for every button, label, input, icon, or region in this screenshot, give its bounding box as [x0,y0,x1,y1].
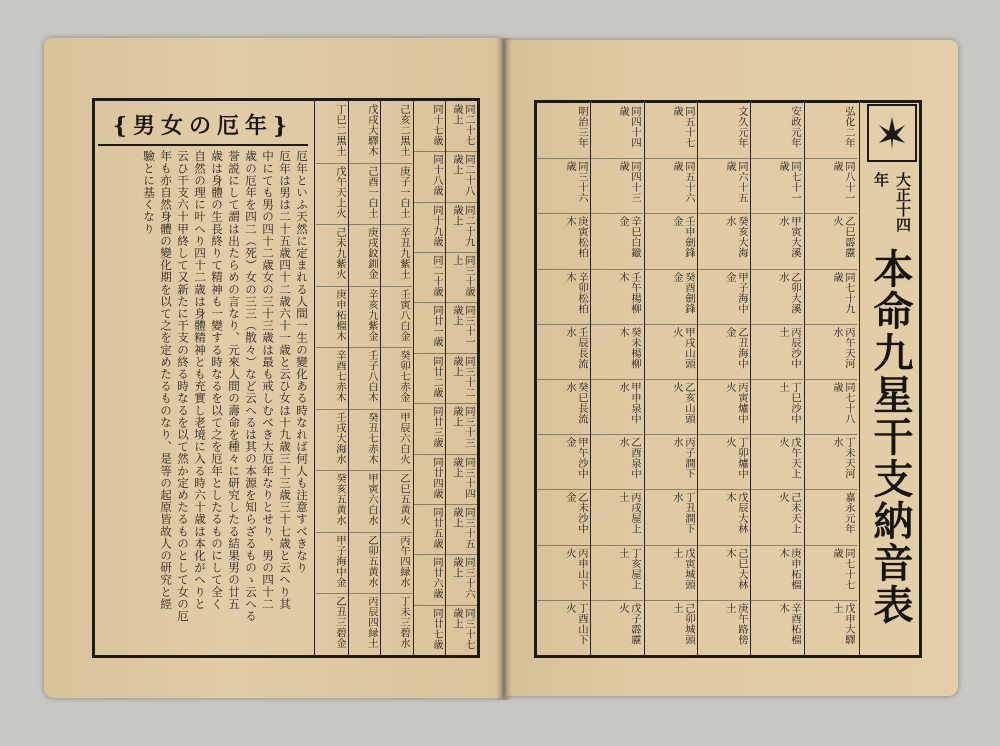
right-table-cell: 戊子霹靂火 [617,603,641,645]
left-table-col-divider [348,101,349,655]
left-table-row-divider [348,409,380,410]
left-table-row-divider [445,605,477,606]
left-table-cell: 同二十歳 [431,255,443,297]
essay-line: 年も亦自然身體の變化期を以て之を定めたるものなり、是等の起原皆故人の研究と經 [159,150,173,610]
left-table-cell: 庚申柘榴木 [334,289,346,341]
right-table-cell: 壬申劍鋒金 [671,216,695,258]
right-table-row-divider [804,545,857,546]
essay-line: 驗とに基くなり [142,150,156,235]
right-table-row-divider [750,434,803,435]
right-table-cell: 丙子澗下水 [671,437,695,479]
right-title-divider [859,100,860,658]
right-table-cell: 同七十七歳 [831,548,855,590]
right-table-row-divider [644,434,697,435]
left-table-row-divider [413,554,445,555]
left-table-cell: 壬子八白木 [366,350,378,402]
left-table-cell: 庚子一白土 [398,166,410,218]
right-table-row-divider [804,600,857,601]
right-table-row-divider [590,434,643,435]
right-table-cell: 癸巳長流水 [564,382,588,424]
left-table-cell: 丁巳二黒土 [334,104,346,156]
right-table-row-divider [644,324,697,325]
left-table-cell: 同三十七歳上 [451,608,475,650]
right-table-cell: 丁未天河水 [831,437,855,479]
left-table-cell: 癸丑七赤木 [366,412,378,464]
right-table-cell: 戊寅城頭土 [671,548,695,590]
right-table-row-divider [537,434,590,435]
book-gutter [496,38,512,700]
right-table-cell: 庚午路傍土 [724,603,748,645]
right-table-cell: 乙亥山頭火 [671,382,695,424]
left-table-row-divider [445,302,477,303]
left-table-row-divider [445,353,477,354]
left-table-cell: 同廿二歳 [431,356,443,398]
right-table-col-divider [697,103,698,655]
right-table-cell: 辛卯松柏木 [564,272,588,314]
left-table-col-divider [413,101,414,655]
right-table-cell: 己卯城頭土 [671,603,695,645]
left-table-row-divider [316,224,348,225]
right-table-cell: 壬辰長流水 [564,327,588,369]
left-table-cell: 同廿四歳 [431,457,443,499]
right-table-row-divider [590,324,643,325]
left-table-row-divider [380,347,412,348]
right-table-cell: 己未天上火 [777,492,801,534]
left-table-row-divider [316,532,348,533]
right-table-cell: 丙辰沙中土 [777,327,801,369]
left-table-row-divider [445,252,477,253]
left-table-col-divider [380,101,381,655]
essay-line: 歳は身體の生長終りて精神も一變する時なるを以て之を厄年としたるものにして全く [210,150,224,610]
right-table-cell: 辛酉柘榴木 [777,603,801,645]
left-table-cell: 同三十歳上 [451,255,475,297]
right-table-row-divider [697,213,750,214]
right-table-cell: 弘化二年 [843,106,855,148]
left-table-row-divider [380,224,412,225]
left-table-cell: 同廿三歳 [431,406,443,448]
left-table-cell: 辛亥九紫金 [366,289,378,341]
right-table-cell: 同八十一歳 [831,161,855,203]
right-table-row-divider [644,379,697,380]
left-table-cell: 同三十一歳上 [451,305,475,347]
right-table-cell: 己巳大林木 [724,548,748,590]
right-table-col-divider [750,103,751,655]
left-table-cell: 戊午天上火 [334,166,346,218]
left-table-cell: 辛丑九紫土 [398,227,410,279]
right-table-cell: 丙申山下火 [564,548,588,590]
right-table-row-divider [537,269,590,270]
left-table-cell: 乙巳五黄火 [398,473,410,525]
right-table-row-divider [750,269,803,270]
main-title: 本命九星干支納音表 [867,248,914,626]
sub-title: 大正十四年 [872,172,912,232]
right-table-cell: 甲子海中金 [724,272,748,314]
yakudoshi-essay [104,150,310,650]
right-table-row-divider [644,489,697,490]
right-table-cell: 文久元年 [736,106,748,148]
right-table-cell: 明治三年 [576,106,588,148]
right-table-row-divider [697,324,750,325]
right-table-cell: 同四十四歳 [617,106,641,148]
left-table-row-divider [380,532,412,533]
right-table-row-divider [590,158,643,159]
left-table-cell: 丙午四緑水 [398,535,410,587]
header-emblem [867,104,917,162]
right-table-cell: 甲寅大溪水 [777,216,801,258]
right-table-row-divider [644,213,697,214]
left-table-cell: 乙丑三碧金 [334,596,346,648]
left-table-cell: 癸亥五黄水 [334,473,346,525]
right-table-row-divider [537,489,590,490]
right-table-row-divider [750,324,803,325]
left-table-row-divider [348,470,380,471]
right-table-col-divider [804,103,805,655]
left-table-cell: 同三十二歳上 [451,356,475,398]
left-table-row-divider [413,403,445,404]
left-table-row-divider [445,151,477,152]
right-table-row-divider [697,434,750,435]
left-table-row-divider [316,286,348,287]
left-table-cell: 同十九歳 [431,205,443,247]
right-table-cell: 癸未楊柳木 [617,327,641,369]
right-table-cell: 同五十七歳 [671,106,695,148]
right-table-cell: 辛巳白鑞金 [617,216,641,258]
right-table-cell: 丁卯爐中火 [724,437,748,479]
left-table-row-divider [348,347,380,348]
right-table-cell: 丙戌屋上土 [617,492,641,534]
right-table-cell: 乙酉泉中水 [617,437,641,479]
essay-line: 中にても男の四十二歳女の三十三歳は最も戒しむべき大厄年なりとせり、男の四十二 [261,150,275,610]
right-table-row-divider [537,379,590,380]
right-table-row-divider [804,269,857,270]
right-table-cell: 甲申泉中水 [617,382,641,424]
right-table-row-divider [644,269,697,270]
left-table-row-divider [316,470,348,471]
right-table-cell: 同四十三歳 [617,161,641,203]
right-table-row-divider [697,489,750,490]
right-table-row-divider [537,545,590,546]
right-table-row-divider [750,158,803,159]
right-table-row-divider [750,213,803,214]
left-table-row-divider [413,202,445,203]
left-table-cell: 戊戌大驛木 [366,104,378,156]
left-table-row-divider [316,347,348,348]
left-table-row-divider [413,504,445,505]
left-divider [314,98,315,658]
left-table-cell: 丙辰四緑土 [366,596,378,648]
right-table-cell: 同七十一歳 [777,161,801,203]
left-table-row-divider [316,163,348,164]
right-table-cell: 丙寅爐中火 [724,382,748,424]
left-table-row-divider [445,202,477,203]
right-table-cell: 乙未沙中金 [564,492,588,534]
right-table-cell: 同三十六歳 [564,161,588,203]
left-table-cell: 辛酉七赤木 [334,350,346,402]
essay-line: 誉説にして謂は出たらめの言なり、元來人間の壽命を種々に研究したる結果男の廿五 [227,150,241,610]
right-table-row-divider [804,158,857,159]
left-table-cell: 丁未三碧水 [398,596,410,648]
right-table-row-divider [537,600,590,601]
left-table-row-divider [380,163,412,164]
right-table-cell: 壬午楊柳木 [617,272,641,314]
left-table-cell: 同三十四歳上 [451,457,475,499]
right-table-row-divider [750,545,803,546]
left-table-cell: 同廿七歳 [431,608,443,650]
crest-icon [875,113,909,153]
left-table-row-divider [348,163,380,164]
right-table-row-divider [750,489,803,490]
left-table-cell: 同十八歳 [431,154,443,196]
left-table-cell: 同廿一歳 [431,305,443,347]
right-table-cell: 同七十九歳 [831,272,855,314]
right-table-row-divider [804,379,857,380]
left-table-cell: 乙卯五黄水 [366,535,378,587]
essay-line: 厄年は男は二十五歳四十二歳六十一歳と云ひ女は十九歳三十三歳三十七歳と云へり其 [278,150,292,610]
left-table-row-divider [413,252,445,253]
left-table-cell: 同廿六歳 [431,557,443,599]
right-table-row-divider [644,600,697,601]
right-table-row-divider [804,324,857,325]
left-table-row-divider [413,353,445,354]
right-table-cell: 甲戌山頭火 [671,327,695,369]
right-table-row-divider [537,324,590,325]
left-table-cell: 己酉一白土 [366,166,378,218]
right-table-cell: 戊申大驛土 [831,603,855,645]
right-table-cell: 乙卯大溪水 [777,272,801,314]
essay-line: 歳の厄年を四二（死）女の三三（散々）など云へるは其の本源を知らざるものゝ云へる [244,150,258,622]
right-table-cell: 庚寅松柏木 [564,216,588,258]
right-table-row-divider [590,379,643,380]
right-table-row-divider [804,434,857,435]
left-table-row-divider [380,409,412,410]
left-table-row-divider [316,409,348,410]
right-table-cell: 嘉永元年 [843,492,855,534]
left-table-cell: 同二十八歳上 [451,154,475,196]
right-table-row-divider [697,600,750,601]
left-table-row-divider [348,593,380,594]
left-table-cell: 同二十七歳上 [451,104,475,146]
left-table-row-divider [380,470,412,471]
left-table-cell: 同三十六歳上 [451,557,475,599]
right-table-cell: 乙巳霹靂火 [831,216,855,258]
left-table-row-divider [413,605,445,606]
right-table-row-divider [804,489,857,490]
left-table-cell: 庚戌鈫釧金 [366,227,378,279]
right-table-cell: 癸亥大海水 [724,216,748,258]
right-table-row-divider [590,489,643,490]
right-table-row-divider [590,545,643,546]
right-table-row-divider [590,213,643,214]
left-table-cell: 甲子海中金 [334,535,346,587]
left-table-cell: 甲辰六白火 [398,412,410,464]
right-table-cell: 乙丑海中金 [724,327,748,369]
right-table-row-divider [644,545,697,546]
left-table-row-divider [413,151,445,152]
essay-line: 自然の理に叶へり四十二歳は身體精神とも充實し老境に入る時六十歳は本化がへりと [193,150,207,610]
left-table-row-divider [316,593,348,594]
right-table-cell: 戊辰大林木 [724,492,748,534]
right-table-cell: 丁酉山下火 [564,603,588,645]
right-table-row-divider [804,213,857,214]
essay-line: 厄年といふ天然に定まれる人間一生の變化ある時なれば何人も注意すべきなり [295,150,309,574]
left-table-cell: 同十七歳 [431,104,443,146]
right-table-row-divider [590,269,643,270]
right-table-row-divider [697,379,750,380]
left-table-col-divider [445,101,446,655]
left-table-row-divider [380,286,412,287]
left-table-cell: 己未九紫火 [334,227,346,279]
right-table-cell: 戊午天上火 [777,437,801,479]
left-table-cell: 同廿五歳 [431,507,443,549]
right-table-cell: 庚申柘榴木 [777,548,801,590]
right-table-cell: 丙午天河水 [831,327,855,369]
left-table-row-divider [348,532,380,533]
right-table-row-divider [750,600,803,601]
right-table-row-divider [590,600,643,601]
yakudoshi-title: {男女の厄年} [112,112,294,139]
left-table-cell: 同三十三歳上 [451,406,475,448]
right-table-cell: 同六十五歳 [724,161,748,203]
left-table-cell: 甲寅六白水 [366,473,378,525]
right-table-row-divider [644,158,697,159]
left-table-cell: 壬戌大海水 [334,412,346,464]
left-table-row-divider [380,593,412,594]
left-table-row-divider [348,224,380,225]
right-table-cell: 甲午沙中金 [564,437,588,479]
left-table-cell: 己亥二黒土 [398,104,410,156]
left-table-row-divider [445,403,477,404]
right-table-row-divider [697,269,750,270]
left-table-row-divider [348,286,380,287]
right-table-cell: 丁巳沙中土 [777,382,801,424]
right-table-col-divider [590,103,591,655]
right-table-cell: 癸酉劍鋒金 [671,272,695,314]
right-table-row-divider [750,379,803,380]
left-table-cell: 壬寅八白金 [398,289,410,341]
essay-line: 云ひ干支六十甲終して又新たに干支の終る時なるを以て然か定めたるものとして女の厄 [176,150,190,622]
left-table-row-divider [413,454,445,455]
left-table-row-divider [445,554,477,555]
left-table-row-divider [445,504,477,505]
right-table-cell: 安政元年 [789,106,801,148]
left-table-row-divider [413,302,445,303]
right-table-col-divider [644,103,645,655]
right-table-cell: 同七十八歳 [831,382,855,424]
right-table-row-divider [697,158,750,159]
right-table-row-divider [537,158,590,159]
right-table-row-divider [537,213,590,214]
yakudoshi-title-box [98,104,308,146]
left-table-cell: 同三十五歳上 [451,507,475,549]
left-table-row-divider [445,454,477,455]
right-table-cell: 丁丑澗下水 [671,492,695,534]
left-table-cell: 癸卯七赤金 [398,350,410,402]
left-table-cell: 同二十九歳上 [451,205,475,247]
right-table-row-divider [697,545,750,546]
right-table-cell: 同五十六歳 [671,161,695,203]
right-table-cell: 丁亥屋上土 [617,548,641,590]
